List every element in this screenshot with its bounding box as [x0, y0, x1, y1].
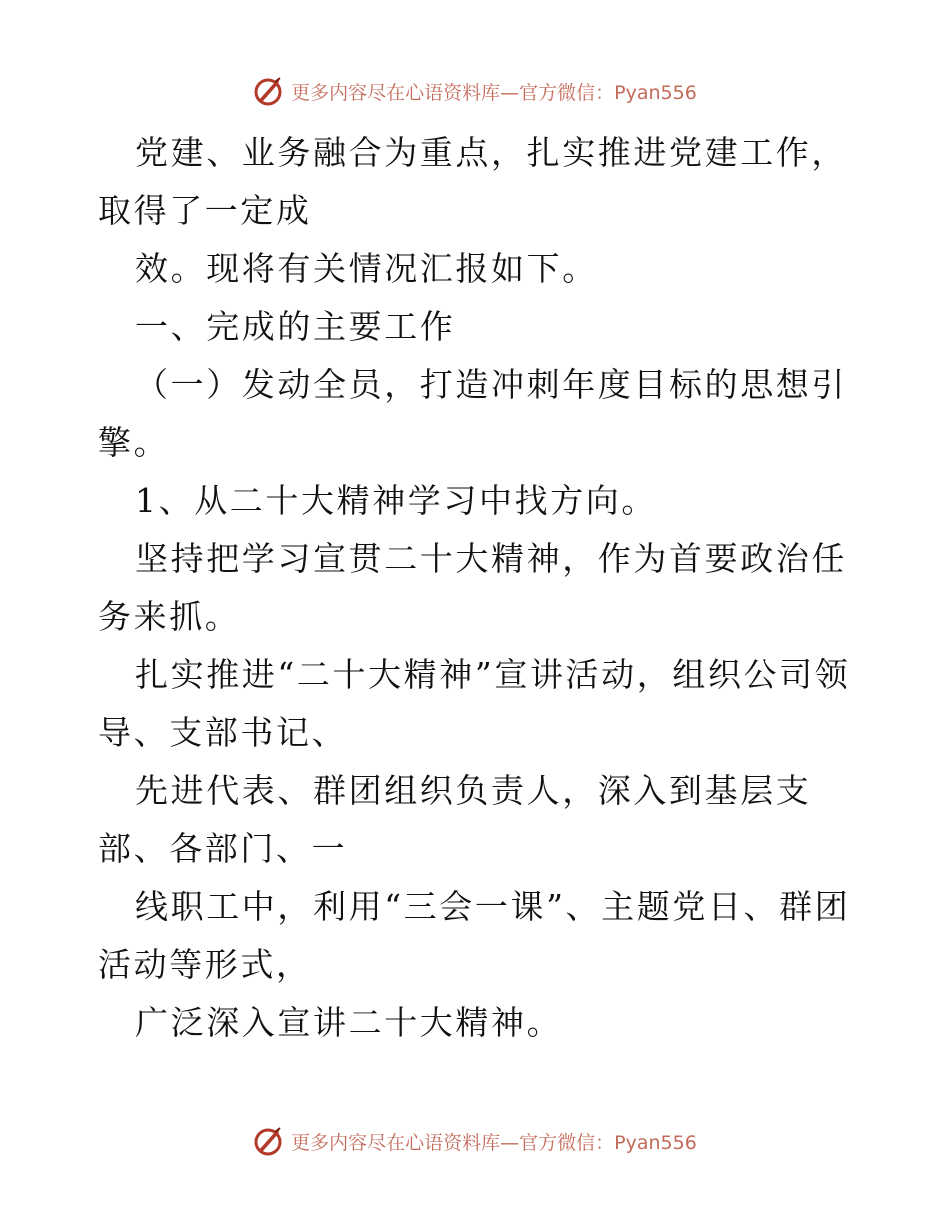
footer-banner: [0, 1121, 950, 1161]
item-heading: 1、从二十大精神学习中找方向。: [135, 481, 657, 520]
paragraph: 坚持把学习宣贯二十大精神，作为首要政治任务来抓。: [98, 539, 847, 636]
section-heading: 一、完成的主要工作: [135, 307, 456, 346]
paragraph: 效。现将有关情况汇报如下。: [135, 249, 598, 288]
header-banner-text: 更多内容尽在心语资料库—官方微信：Pyan556: [291, 81, 697, 104]
header-banner: [0, 71, 950, 111]
pen-circle-logo-icon: [253, 74, 287, 108]
pen-circle-logo-icon: [253, 1124, 287, 1158]
paragraph: 党建、业务融合为重点，扎实推进党建工作，取得了一定成: [98, 133, 847, 230]
paragraph: 广泛深入宣讲二十大精神。: [135, 1003, 563, 1042]
paragraph: 扎实推进“二十大精神”宣讲活动，组织公司领导、支部书记、: [98, 655, 851, 752]
footer-banner-text: 更多内容尽在心语资料库—官方微信：Pyan556: [291, 1131, 697, 1154]
paragraph: 线职工中，利用“三会一课”、主题党日、群团活动等形式，: [98, 887, 851, 984]
document-body: [98, 124, 858, 1052]
paragraph: 先进代表、群团组织负责人，深入到基层支部、各部门、一: [98, 771, 812, 868]
subsection-heading: （一）发动全员，打造冲刺年度目标的思想引擎。: [98, 365, 847, 462]
